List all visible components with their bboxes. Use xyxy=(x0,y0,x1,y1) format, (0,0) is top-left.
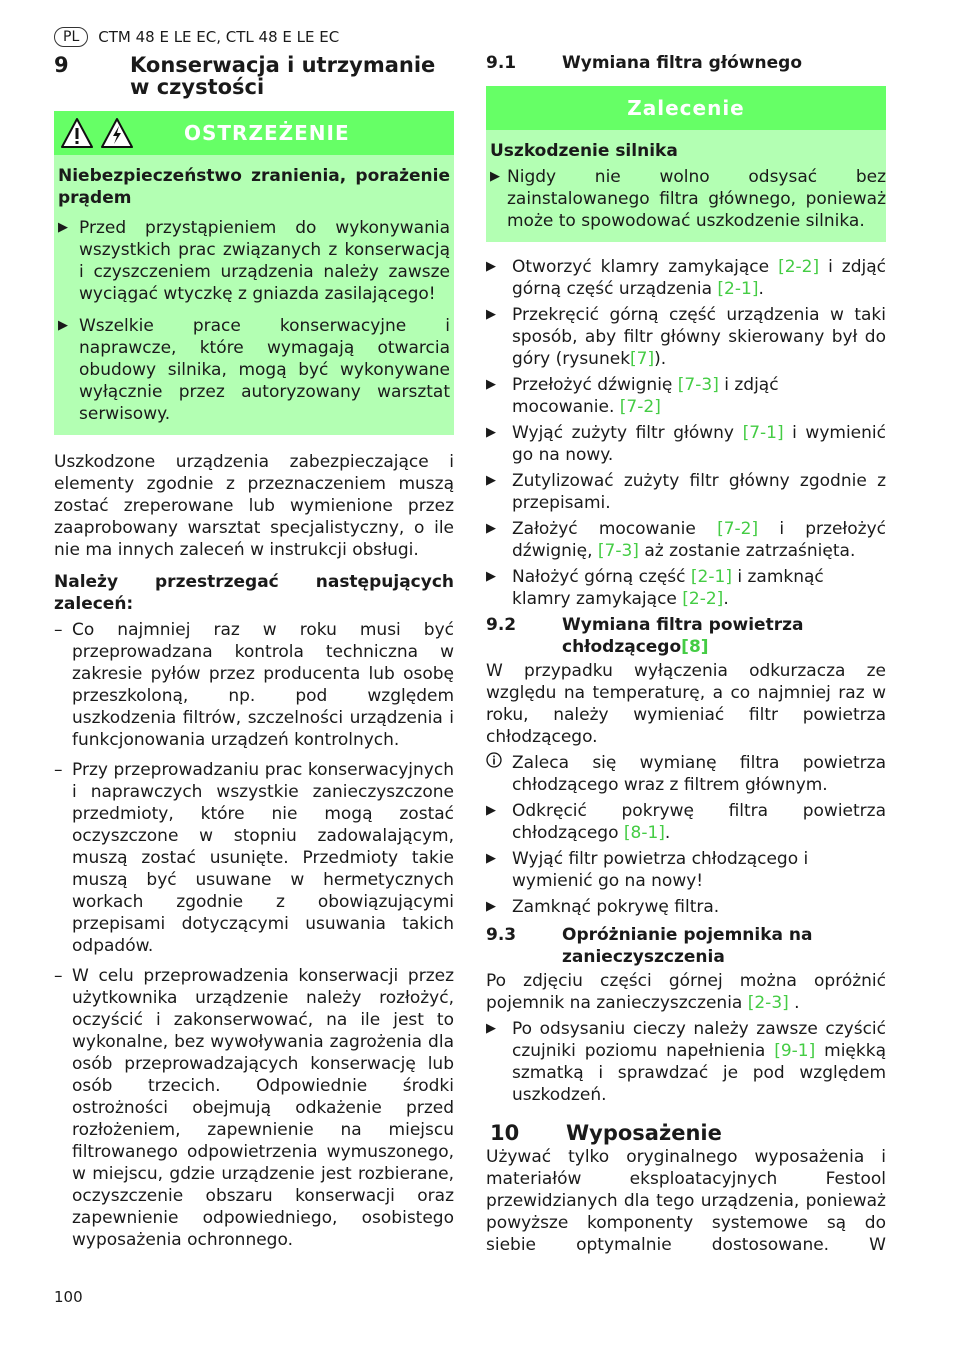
figure-reference: [7-1] xyxy=(742,423,784,443)
step-item: ▶ Przekręcić górną część urządzenia w taki sposób, aby filtr główny skierowany był do góry (rysunek[7]). xyxy=(486,305,886,369)
step-item: ▶ Nałożyć górną część [2-1] i zamknąć klamry zamykające [2-2]. xyxy=(486,567,824,609)
step-item: ▶ Wyjąć filtr powietrza chłodzącego i wymienić go na nowy! xyxy=(486,849,809,891)
bullet-triangle-icon: ▶ xyxy=(486,899,496,914)
warning-title: OSTRZEŻENIE xyxy=(184,121,350,145)
language-badge: PL xyxy=(54,27,88,47)
bullet-triangle-icon: ▶ xyxy=(486,803,496,818)
intro-paragraph: Uszkodzone urządzenia zabezpieczające i elementy zgodnie z przeznaczeniem muszą zostać zreperowane lub wymienione przez zaaprobowany warsztat specjalistyczny, o ile nie ma innych zaleceń w instrukcji obsługi. xyxy=(54,452,454,560)
bullet-triangle-icon: ▶ xyxy=(486,521,496,536)
warning-heading: Niebezpieczeństwo zranienia, porażenie prądem xyxy=(58,166,450,208)
recommendation-item: ▶ Nigdy nie wolno odsysać bez zainstalowanego filtra głównego, ponieważ może to spowodować uszkodzenie silnika. xyxy=(490,167,886,231)
page-number: 100 xyxy=(54,1288,83,1306)
dash-item: – Co najmniej raz w roku musi być przeprowadzana kontrola techniczna w zakresie pyłów przez producenta lub osobę przeszkoloną, np. pod względem uszkodzenia filtrów, szczelności urządzenia i funkcjonowania urządzeń kontrolnych. xyxy=(54,620,454,750)
section-10-heading: 10 Wyposażenie xyxy=(490,1121,722,1145)
exclamation-warning-icon xyxy=(60,117,94,149)
bullet-triangle-icon: ▶ xyxy=(486,1021,496,1036)
right-column xyxy=(486,52,886,1256)
figure-reference: [2-2] xyxy=(778,257,820,277)
recommendation-title: Zalecenie xyxy=(627,96,745,120)
follow-heading: Należy przestrzegać następujących zaleceń: xyxy=(54,572,454,614)
warning-panel xyxy=(54,155,454,435)
section-9-3-intro: Po zdjęciu części górnej można opróżnić pojemnik na zanieczyszczenia [2-3] . xyxy=(486,971,886,1013)
figure-reference: [8] xyxy=(681,637,709,657)
bullet-triangle-icon: ▶ xyxy=(58,318,68,333)
bullet-triangle-icon: ▶ xyxy=(490,169,500,184)
section-title: Konserwacja i utrzymanie w czystości xyxy=(130,53,436,99)
bullet-triangle-icon: ▶ xyxy=(486,259,496,274)
figure-reference: [7-2] xyxy=(619,397,661,417)
left-column xyxy=(54,54,454,1251)
figure-reference: [8-1] xyxy=(623,823,665,843)
recommendation-box xyxy=(486,86,886,242)
figure-reference: [2-3] xyxy=(747,993,789,1013)
warning-item: ▶ Wszelkie prace konserwacyjne i naprawcze, które wymagają otwarcia obudowy silnika, mogą być wykonywane wyłącznie przez autoryzowany warsztat serwisowy. xyxy=(58,316,450,424)
figure-reference: [7-3] xyxy=(677,375,719,395)
info-item: Zaleca się wymianę filtra powietrza chłodzącego wraz z filtrem głównym. xyxy=(486,752,886,796)
recommendation-heading: Uszkodzenie silnika xyxy=(490,141,678,161)
section-9-1-heading: 9.1 Wymiana filtra głównego xyxy=(486,53,803,73)
step-item: ▶ Zutylizować zużyty filtr główny zgodnie z przepisami. xyxy=(486,471,886,513)
bullet-triangle-icon: ▶ xyxy=(486,425,496,440)
warning-box xyxy=(54,111,454,435)
model-title: CTM 48 E LE EC, CTL 48 E LE EC xyxy=(98,28,340,46)
section-10-text: Używać tylko oryginalnego wyposażenia i materiałów eksploatacyjnych Festool przewidzianych dla tego urządzenia, ponieważ powyższe komponenty systemowe są do siebie optymalnie dostosowane. W xyxy=(486,1147,886,1255)
page-header xyxy=(54,26,339,48)
step-item: ▶ Odkręcić pokrywę filtra powietrza chłodzącego [8-1]. xyxy=(486,801,886,843)
figure-reference: [9-1] xyxy=(774,1041,816,1061)
step-item: ▶ Założyć mocowanie [7-2] i przełożyć dźwignię, [7-3] aż zostanie zatrzaśnięta. xyxy=(486,519,886,561)
section-9-2-intro: W przypadku wyłączenia odkurzacza ze względu na temperaturę, a co najmniej raz w roku, należy wymieniać filtr powietrza chłodzącego. xyxy=(486,661,886,747)
warning-bar xyxy=(54,111,454,155)
bullet-triangle-icon: ▶ xyxy=(58,220,68,235)
steps-9-1 xyxy=(486,256,886,610)
bullet-triangle-icon: ▶ xyxy=(486,307,496,322)
dash-item: – Przy przeprowadzaniu prac konserwacyjnych i naprawczych wszystkie zanieczyszczone przedmioty, które nie mogą zostać oczyszczone w stopniu zadowalającym, muszą zostać usunięte. Przedmioty takie muszą być usuwane w hermetycznych workach zgodnie z obowiązującymi przepisami dotyczącymi usuwania takich odpadów. xyxy=(54,760,454,956)
recommendation-panel xyxy=(486,130,886,242)
bullet-triangle-icon: ▶ xyxy=(486,473,496,488)
section-9-3-heading: 9.3 Opróżnianie pojemnika na zanieczyszczenia xyxy=(486,925,813,967)
step-item: ▶ Po odsysaniu cieczy należy zawsze czyścić czujniki poziomu napełnienia [9-1] miękką szmatką i sprawdzać je pod względem uszkodzeń. xyxy=(486,1019,886,1105)
step-item: ▶ Zamknąć pokrywę filtra. xyxy=(486,897,720,917)
step-item: ▶ Przełożyć dźwignię [7-3] i zdjąć mocowanie. [7-2] xyxy=(486,375,779,417)
warning-item: ▶ Przed przystąpieniem do wykonywania wszystkich prac związanych z konserwacją i czyszczeniem urządzenia należy zawsze wyciągać wtyczkę z gniazda zasilającego! xyxy=(58,218,450,304)
figure-reference: [7-2] xyxy=(717,519,759,539)
recommendation-bar xyxy=(486,86,886,130)
figure-reference: [7] xyxy=(630,349,655,369)
section-9-2-heading: 9.2 Wymiana filtra powietrza chłodzącego[8] xyxy=(486,615,804,657)
info-icon xyxy=(486,752,512,796)
bullet-triangle-icon: ▶ xyxy=(486,377,496,392)
bullet-triangle-icon: ▶ xyxy=(486,851,496,866)
figure-reference: [7-3] xyxy=(597,541,639,561)
section-number: 9 xyxy=(54,53,69,77)
dash-item: – W celu przeprowadzenia konserwacji przez użytkownika urządzenie należy rozłożyć, oczyścić i zakonserwować, na ile jest to wykonalne, bez wywoływania zagrożenia dla osób przeprowadzających konserwację lub osób trzecich. Odpowiednie środki ostrożności obejmują odkażenie przed rozłożeniem, zapewnienie na miejscu filtrowanego odpowietrzenia wymuszonego, w miejscu, gdzie urządzenie jest rozbierane, oczyszczenie obszaru konserwacji oraz zapewnienie odpowiedniego, osobistego wyposażenia ochronnego. xyxy=(54,966,454,1250)
figure-reference: [2-1] xyxy=(717,279,759,299)
figure-reference: [2-1] xyxy=(690,567,732,587)
step-item: ▶ Wyjąć zużyty filtr główny [7-1] i wymienić go na nowy. xyxy=(486,423,886,465)
bullet-triangle-icon: ▶ xyxy=(486,569,496,584)
electric-shock-warning-icon xyxy=(100,117,134,149)
section-9-heading xyxy=(54,54,454,98)
step-item: ▶ Otworzyć klamry zamykające [2-2] i zdjąć górną część urządzenia [2-1]. xyxy=(486,257,886,299)
figure-reference: [2-2] xyxy=(682,589,724,609)
